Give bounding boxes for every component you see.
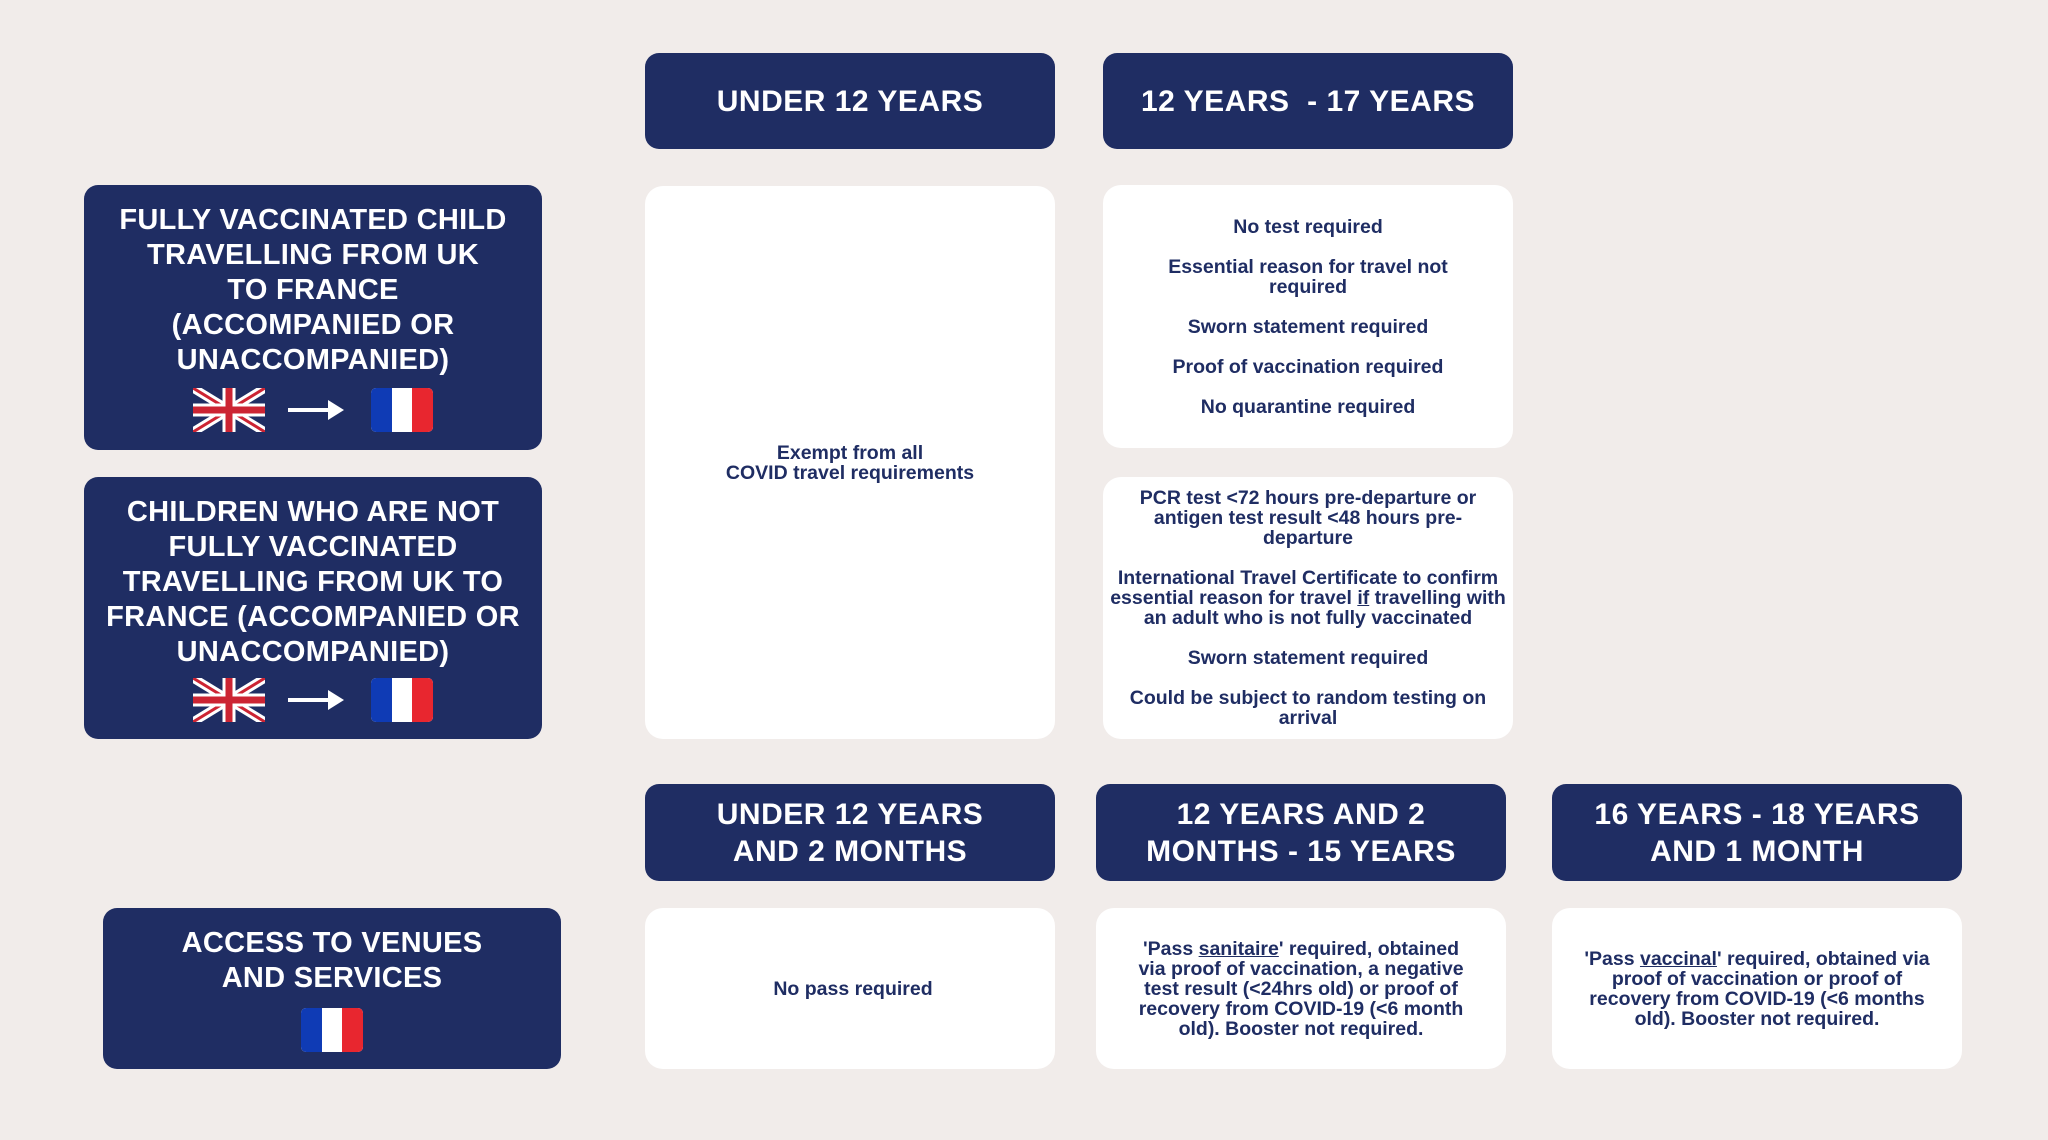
uk-flag-icon (193, 678, 265, 722)
france-flag-icon (371, 388, 433, 432)
flags-uk-to-france (193, 388, 433, 432)
rule-travel-certificate: International Travel Certificate to confirm essential reason for travel if travelling with an adult who is not fully vaccinated (1110, 567, 1506, 629)
header-under-12-2m-line1: UNDER 12 YEARS (716, 797, 984, 831)
header-12-15-line1: 12 YEARS AND 2 (1176, 797, 1426, 831)
card-under-12-exempt (645, 186, 1055, 739)
header-under-12-years-text: UNDER 12 YEARS (716, 84, 984, 118)
card-no-pass-required (645, 908, 1055, 1069)
rule-pcr-test: PCR test <72 hours pre-departure or antigen test result <48 hours pre- departure (1139, 487, 1477, 549)
header-12-17-years (1103, 53, 1513, 149)
header-under-12-years (645, 53, 1055, 149)
header-12-15-line2: MONTHS - 15 YEARS (1146, 834, 1456, 868)
france-flag-icon (301, 1008, 363, 1052)
rule-no-quarantine: No quarantine required (1200, 395, 1416, 418)
rule-sworn-statement-2: Sworn statement required (1187, 647, 1429, 669)
flags-france (301, 1008, 363, 1052)
header-16-18-years (1552, 784, 1962, 881)
header-12-17-years-text: 12 YEARS - 17 YEARS (1140, 84, 1476, 118)
rule-random-testing: Could be subject to random testing on arrival (1129, 687, 1487, 729)
france-flag-icon (371, 678, 433, 722)
uk-flag-icon (193, 388, 265, 432)
card-unvaccinated-12-17 (1103, 477, 1513, 739)
header-12-years-2-months-15-years (1096, 784, 1506, 881)
label-venues-text: ACCESS TO VENUES AND SERVICES (181, 926, 483, 994)
rule-pass-vaccinal: 'Pass vaccinal' required, obtained via proof of vaccination or proof of recovery from COVID-19 (<6 months old). Booster not required. (1584, 947, 1930, 1030)
exempt-line-1: Exempt from all (776, 441, 924, 464)
flags-uk-to-france-2 (193, 678, 433, 722)
label-not-fully-vaccinated-children (84, 477, 542, 739)
card-pass-sanitaire (1096, 908, 1506, 1069)
rule-no-pass: No pass required (773, 977, 933, 1000)
rule-essential-reason: Essential reason for travel not required (1168, 255, 1448, 298)
header-16-18-line2: AND 1 MONTH (1650, 834, 1864, 868)
arrow-right-icon (287, 395, 349, 425)
header-16-18-line1: 16 YEARS - 18 YEARS (1594, 797, 1920, 831)
header-under-12-years-2-months (645, 784, 1055, 881)
rule-proof-vaccination: Proof of vaccination required (1172, 355, 1444, 378)
arrow-right-icon (287, 685, 349, 715)
rule-no-test: No test required (1233, 215, 1383, 238)
rule-pass-sanitaire: 'Pass sanitaire' required, obtained via proof of vaccination, a negative test result (<24hrs old) or proof of recovery from COVID-19 (<6 month old). Booster not required. (1138, 937, 1464, 1040)
header-under-12-2m-line2: AND 2 MONTHS (732, 834, 968, 868)
label-fully-vaccinated-text: FULLY VACCINATED CHILD TRAVELLING FROM UK TO FRANCE (ACCOMPANIED OR UNACCOMPANIED) (119, 204, 507, 376)
card-vaccinated-12-17 (1103, 185, 1513, 448)
exempt-line-2: COVID travel requirements (725, 461, 975, 484)
label-not-vaccinated-text: CHILDREN WHO ARE NOT FULLY VACCINATED TRAVELLING FROM UK TO FRANCE (ACCOMPANIED OR UNACCOMPANIED) (106, 495, 520, 668)
label-access-to-venues (103, 908, 561, 1069)
label-fully-vaccinated-child (84, 185, 542, 450)
card-pass-vaccinal (1552, 908, 1962, 1069)
rule-sworn-statement: Sworn statement required (1187, 315, 1429, 338)
